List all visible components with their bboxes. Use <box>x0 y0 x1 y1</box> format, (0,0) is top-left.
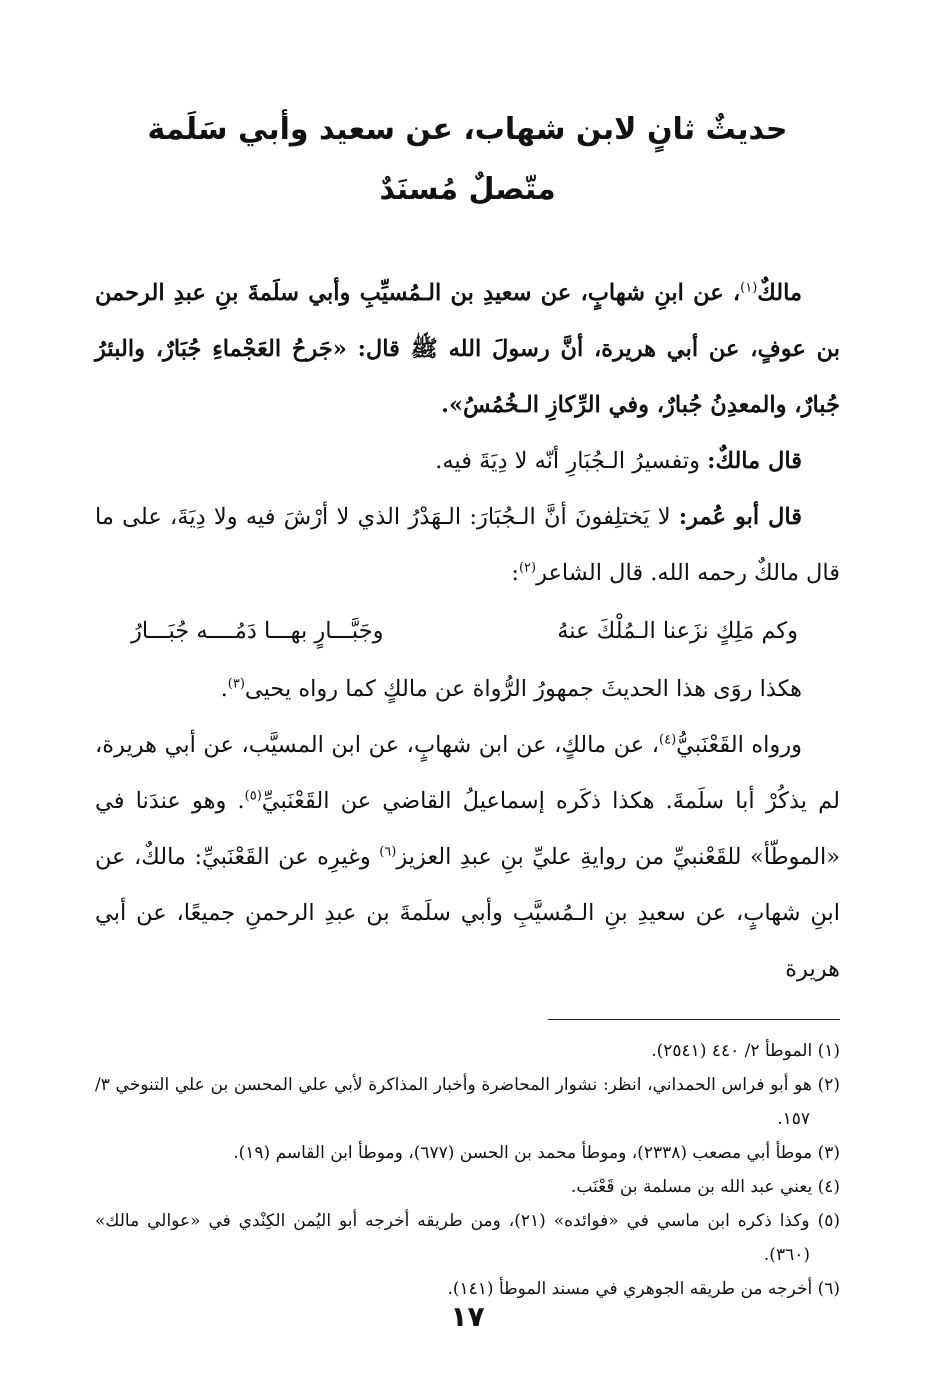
footnote-6: (٦) أخرجه من طريقه الجوهري في مسند الموطأ (١٤١). <box>447 1279 840 1299</box>
chapter-title <box>95 100 840 220</box>
paragraph-3-text: لا يَختلِفونَ أنَّ الـجُبَارَ: الـهَدْرُ الذي لا أرْشَ فيه ولا دِيَةَ، على ما قال مالكٌ رحمه الله. قال الشاعر <box>95 504 840 586</box>
hadith-text: ، عن ابنِ شهابٍ، عن سعيدِ بن الـمُسيِّبِ وأبي سلَمةَ بنِ عبدِ الرحمن بن عوفٍ، عن أبي هريرة، أنَّ رسولَ الله ﷺ قال: «جَرحُ العَجْماءِ جُبَارٌ، والبئرُ جُبارٌ، والمعدِنُ جُبارٌ، وفي الرِّكازِ الـخُمُسُ». <box>95 280 840 418</box>
verse-first-hemistich: وكم مَلِكٍ نزَعنا الـمُلْكَ عنهُ <box>557 618 798 644</box>
footnote-2: (٢) هو أبو فراس الحمداني، انظر: نشوار المحاضرة وأخبار المذاكرة لأبي علي المحسن بن علي التنوخي ٣/ ١٥٧. <box>95 1075 840 1129</box>
paragraph-4-end: . <box>220 676 228 702</box>
main-text <box>95 265 840 997</box>
paragraph-5-text-c: . وهو عندَنا في «الموطّأ» للقَعْنبيِّ من روايةِ عليِّ بنِ عبدِ العزيز <box>95 788 840 870</box>
document-page <box>95 100 840 1340</box>
footnote-ref-1[interactable]: (١) <box>740 280 758 296</box>
speaker-label: قال أبو عُمر: <box>678 504 802 530</box>
paragraph-2 <box>95 433 840 489</box>
narrator-name: مالكٌ <box>757 280 802 306</box>
paragraph-1 <box>95 265 840 433</box>
footnote-5: (٥) وكذا ذكره ابن ماسي في «فوائده» (٢١)، ومن طريقه أخرجه أبو اليُمن الكِنْدي في «عوالي مالك» (٣٦٠). <box>95 1211 840 1265</box>
speaker-label: قال مالكٌ: <box>707 448 802 474</box>
paragraph-3 <box>95 489 840 601</box>
paragraph-4-text: هكذا روَى هذا الحديثَ جمهورُ الرُّواة عن مالكٍ كما رواه يحيى <box>244 676 802 702</box>
footnote-ref-4[interactable]: (٤) <box>659 732 677 748</box>
footnote-ref-3[interactable]: (٣) <box>227 676 245 692</box>
footnote-ref-2[interactable]: (٢) <box>518 560 537 576</box>
title-line-1: حديثٌ ثانٍ لابن شهاب، عن سعيد وأبي سَلَمة <box>147 112 788 147</box>
paragraph-3-end: : <box>511 560 519 586</box>
poetry-verse <box>95 601 840 661</box>
footnote-ref-5[interactable]: (٥) <box>244 788 262 804</box>
footnote-ref-6[interactable]: (٦) <box>379 844 397 860</box>
footnotes <box>95 1034 840 1306</box>
page-number: ١٧ <box>450 1300 485 1333</box>
footnote-3: (٣) موطأ أبي مصعب (٢٣٣٨)، وموطأ محمد بن الحسن (٦٧٧)، وموطأ ابن القاسم (١٩). <box>233 1143 840 1163</box>
paragraph-5 <box>95 717 840 997</box>
paragraph-4 <box>95 661 840 717</box>
footnote-4: (٤) يعني عبد الله بن مسلمة بن قَعْنَب. <box>570 1177 840 1197</box>
paragraph-5-text-a: ورواه القَعْنَبيُّ <box>676 732 803 758</box>
verse-second-hemistich: وجَبَّـــارٍ بهـــا دَمُــــه جُبَـــارُ <box>131 618 384 644</box>
title-line-2: متّصلٌ مُسنَدٌ <box>379 172 556 207</box>
paragraph-5-text-b: ، عن مالكٍ، عن ابن شهابٍ، عن ابن المسيَّب، عن أبي هريرة، لم يذكُرْ أبا سلَمةَ. هكذا ذكَره إسماعيلُ القاضي عن القَعْنَبيِّ <box>95 732 840 814</box>
paragraph-2-text: وتفسيرُ الـجُبَارِ أنّه لا دِيَةَ فيه. <box>435 448 708 474</box>
paragraph-5-text-d: وغيرِه عن القَعْنَبيِّ: مالكٌ، عن ابنِ شهابٍ، عن سعيدِ بنِ الـمُسيَّبِ وأبي سلَمةَ بن عبدِ الرحمنِ جميعًا، عن أبي هريرة <box>95 844 840 982</box>
footnote-1: (١) الموطأ ٢/ ٤٤٠ (٢٥٤١). <box>651 1041 840 1061</box>
footnote-divider <box>548 1019 840 1020</box>
